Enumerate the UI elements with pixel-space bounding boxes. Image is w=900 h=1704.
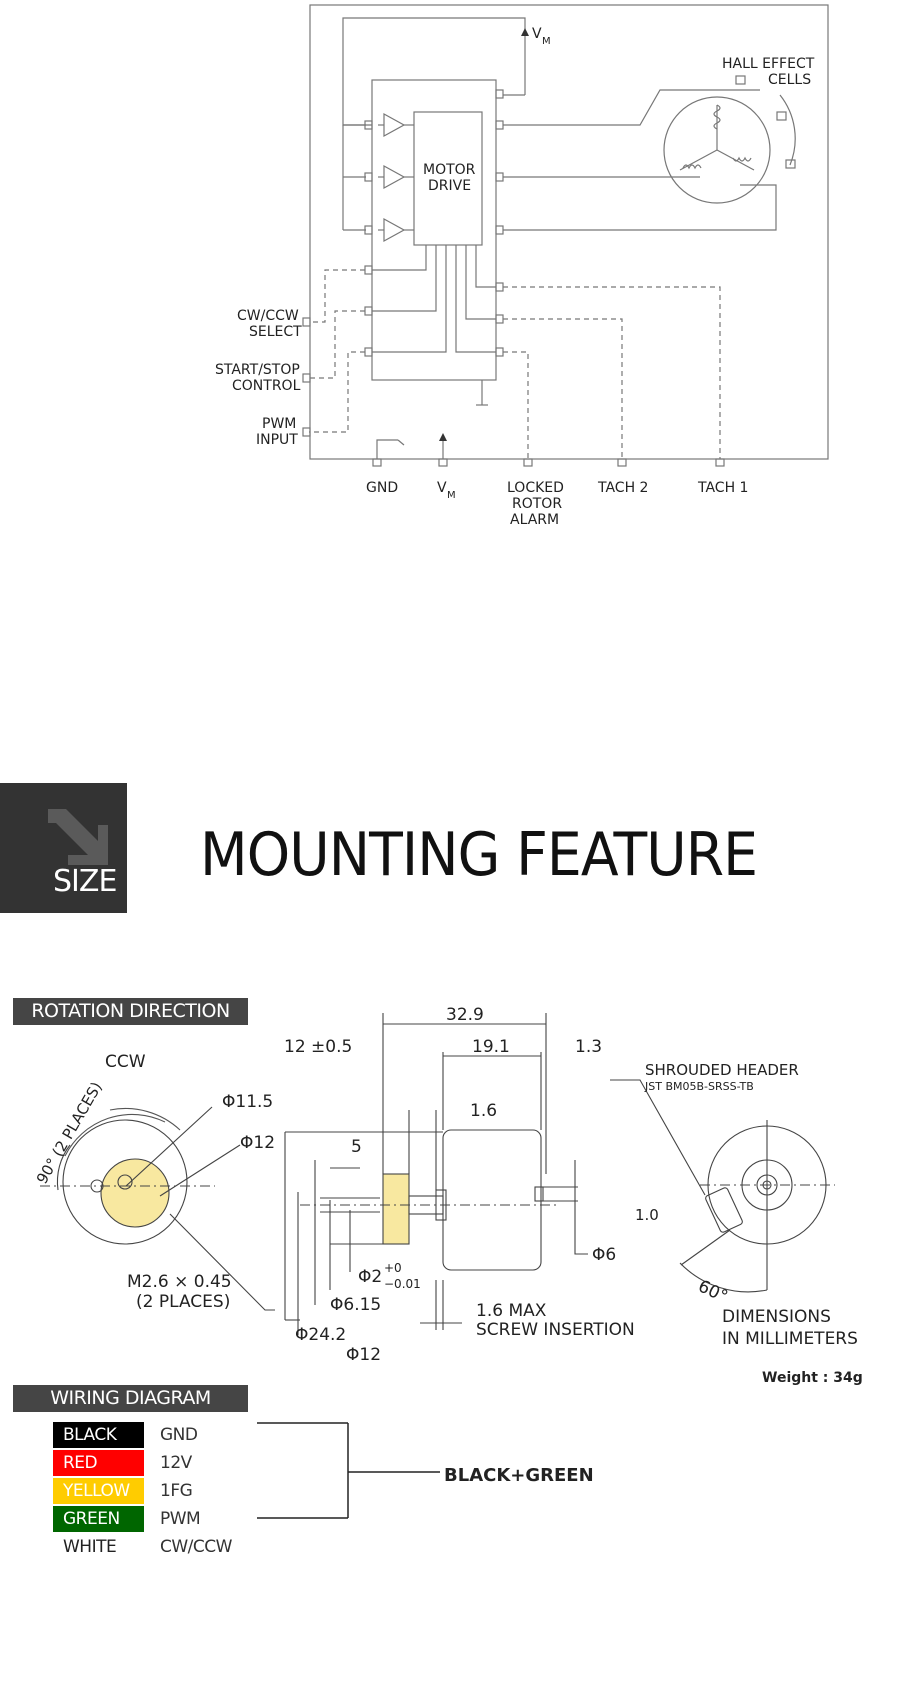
size-badge-label: SIZE (53, 864, 117, 899)
angle-90-label: 90° (2 PLACES) (32, 1078, 106, 1187)
buffer-1 (384, 114, 404, 136)
pwm-label-2: INPUT (256, 432, 298, 448)
size-badge (0, 783, 127, 913)
mechanical-drawing (0, 960, 900, 1370)
screw-label-2: (2 PLACES) (136, 1292, 231, 1312)
units-label-2: IN MILLIMETERS (722, 1329, 858, 1349)
shrouded-header (705, 1187, 744, 1233)
wire-function: GND (160, 1425, 198, 1445)
len-19-1-label: 19.1 (472, 1037, 510, 1057)
screw-ins-label-2: SCREW INSERTION (476, 1320, 635, 1340)
start-label-1: START/STOP (215, 362, 300, 378)
dia-6-15-label: Φ6.15 (330, 1295, 382, 1315)
start-label-2: CONTROL (232, 378, 301, 394)
wire-function: 1FG (160, 1481, 193, 1501)
wire-color-swatch: YELLOW (53, 1478, 144, 1504)
lra-label-2: ROTOR (512, 496, 563, 512)
screw-label-1: M2.6 × 0.45 (127, 1272, 232, 1292)
len-1-0-label: 1.0 (635, 1206, 659, 1224)
cw-label-2: SELECT (249, 324, 302, 340)
wire-function: 12V (160, 1453, 192, 1473)
tach2-label: TACH 2 (598, 480, 649, 496)
gnd-label: GND (366, 480, 399, 496)
len-1-3-label: 1.3 (575, 1037, 603, 1057)
buffer-3 (384, 219, 404, 241)
pwm-label-1: PWM (262, 416, 297, 432)
vm-top-sub: M (542, 36, 551, 47)
angle-60-label: 60° (694, 1276, 731, 1308)
wiring-combo-label: BLACK+GREEN (444, 1465, 594, 1486)
vm-bottom-label: V (437, 480, 447, 496)
header-label-1: SHROUDED HEADER (645, 1061, 799, 1079)
lra-label-3: ALARM (510, 512, 560, 528)
vm-top-label: V (532, 26, 542, 42)
hall-label-1: HALL EFFECT (722, 56, 815, 72)
wire-function: PWM (160, 1509, 201, 1529)
dia-24-2-label: Φ24.2 (295, 1325, 347, 1345)
page-title: MOUNTING FEATURE (200, 820, 758, 890)
wire-color-swatch: WHITE (53, 1534, 144, 1560)
buffer-2 (384, 166, 404, 188)
tach1-label: TACH 1 (698, 480, 749, 496)
len-5-label: 5 (351, 1137, 362, 1157)
len-12-label: 12 ±0.5 (284, 1037, 353, 1057)
ccw-label: CCW (105, 1052, 146, 1072)
side-motor-body (443, 1130, 541, 1270)
wire-color-swatch: BLACK (53, 1422, 144, 1448)
schematic-frame (310, 5, 828, 459)
motor-drive-schematic (0, 0, 900, 540)
units-label-1: DIMENSIONS (722, 1307, 831, 1327)
header-label-2: JST BM05B-SRSS-TB (645, 1080, 754, 1093)
lra-label-1: LOCKED (507, 480, 564, 496)
dia-2-tol-down: −0.01 (384, 1277, 421, 1291)
vm-bottom-sub: M (447, 490, 456, 501)
motor-drive-label-2: DRIVE (428, 178, 472, 194)
rotation-direction-header: ROTATION DIRECTION (13, 998, 248, 1025)
screw-ins-label-1: 1.6 MAX (476, 1301, 547, 1321)
wire-color-swatch: GREEN (53, 1506, 144, 1532)
dia-2-tol-up: +0 (384, 1261, 402, 1275)
len-32-9-label: 32.9 (446, 1005, 484, 1025)
wiring-diagram-header: WIRING DIAGRAM (13, 1385, 248, 1412)
wire-function: CW/CCW (160, 1537, 232, 1557)
side-rotor-plate (383, 1174, 409, 1244)
hall-label-2: CELLS (768, 72, 812, 88)
dia-12-label: Φ12 (240, 1133, 276, 1153)
wire-color-swatch: RED (53, 1450, 144, 1476)
front-rotor-circle (101, 1159, 169, 1227)
dia-6-label: Φ6 (592, 1245, 617, 1265)
ic-block (372, 80, 496, 380)
cw-label-1: CW/CCW (237, 308, 299, 324)
weight-label: Weight : 34g (762, 1370, 863, 1386)
dia-12-bottom-label: Φ12 (346, 1345, 382, 1365)
len-1-6-label: 1.6 (470, 1101, 498, 1121)
dia-11-5-label: Φ11.5 (222, 1092, 274, 1112)
motor-drive-label-1: MOTOR (423, 162, 476, 178)
dia-2-label: Φ2 (358, 1267, 383, 1287)
